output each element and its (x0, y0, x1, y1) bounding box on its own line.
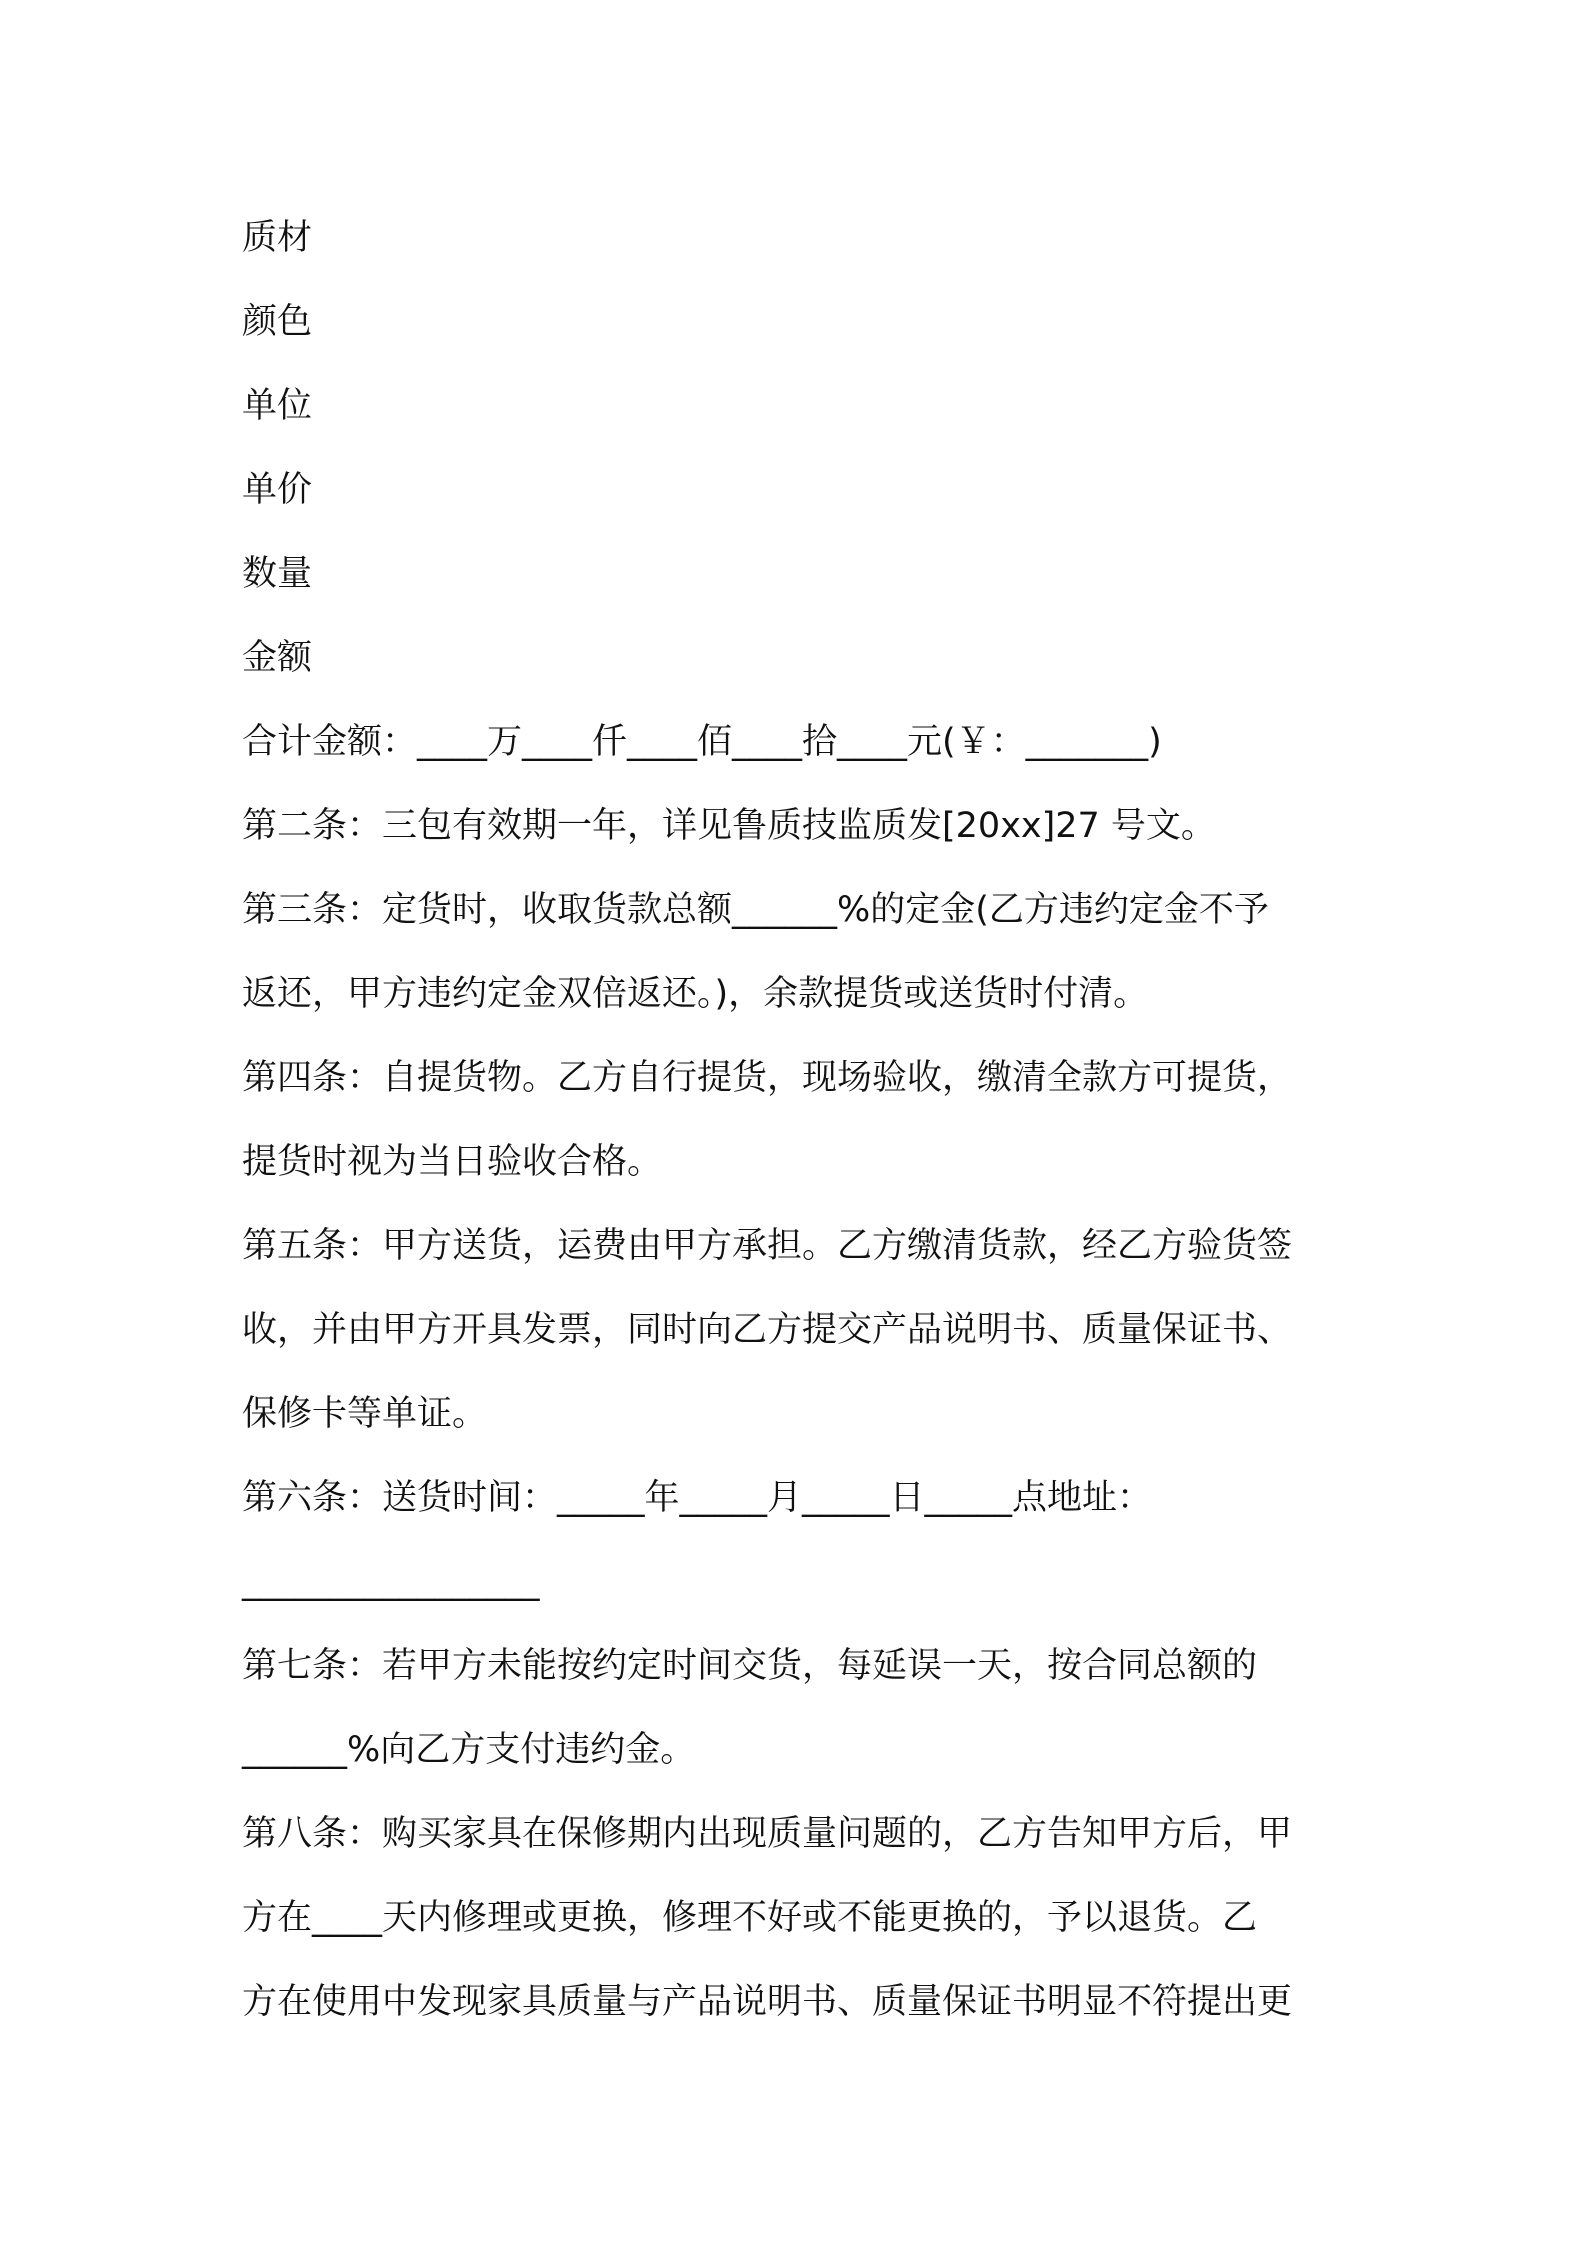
clause-5-line-3: 保修卡等单证。 (242, 1394, 488, 1434)
item-unit-price: 单价 (242, 470, 313, 510)
item-quantity: 数量 (242, 554, 313, 594)
clause-4-line-2: 提货时视为当日验收合格。 (242, 1142, 663, 1182)
clause-8-line-3: 方在使用中发现家具质量与产品说明书、质量保证书明显不符提出更 (242, 1982, 1293, 2022)
item-amount: 金额 (242, 638, 313, 678)
clause-5-line-2: 收，并由甲方开具发票，同时向乙方提交产品说明书、质量保证书、 (242, 1310, 1293, 1350)
clause-8-line-2: 方在____天内修理或更换，修理不好或不能更换的，予以退货。乙 (242, 1898, 1258, 1938)
clause-6-address-blank: _________________ (242, 1562, 540, 1602)
item-unit: 单位 (242, 386, 313, 426)
document-body (242, 196, 1372, 2044)
item-material: 质材 (242, 218, 313, 258)
clause-7-line-1: 第七条：若甲方未能按约定时间交货，每延误一天，按合同总额的 (242, 1646, 1258, 1686)
clause-4-line-1: 第四条：自提货物。乙方自行提货，现场验收，缴清全款方可提货， (242, 1058, 1293, 1098)
item-color: 颜色 (242, 302, 313, 342)
clause-7-line-2: ______%向乙方支付违约金。 (242, 1730, 696, 1770)
clause-3-line-2: 返还，甲方违约定金双倍返还。)，余款提货或送货时付清。 (242, 974, 1149, 1014)
clause-2: 第二条：三包有效期一年，详见鲁质技监质发[20xx]27 号文。 (242, 806, 1216, 846)
clause-8-line-1: 第八条：购买家具在保修期内出现质量问题的，乙方告知甲方后，甲 (242, 1814, 1293, 1854)
clause-5-line-1: 第五条：甲方送货，运费由甲方承担。乙方缴清货款，经乙方验货签 (242, 1226, 1293, 1266)
clause-3-line-1: 第三条：定货时，收取货款总额______%的定金(乙方违约定金不予 (242, 890, 1269, 930)
total-amount-line: 合计金额：____万____仟____佰____拾____元(￥：_______) (242, 722, 1162, 762)
clause-6-line-1: 第六条：送货时间：_____年_____月_____日_____点地址： (242, 1478, 1153, 1518)
